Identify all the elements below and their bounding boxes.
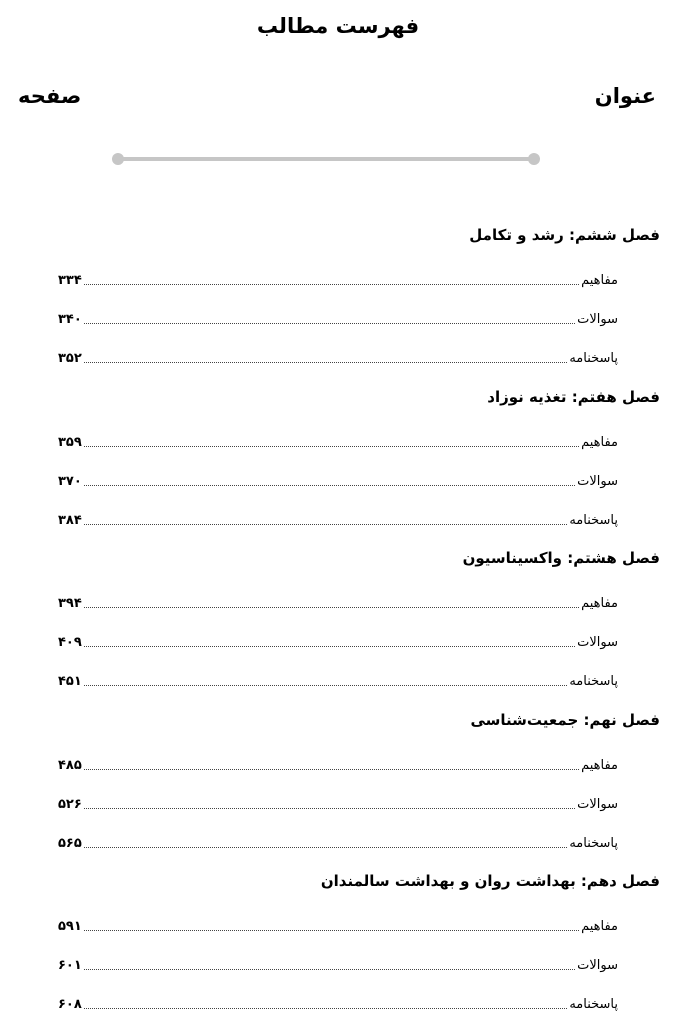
- page-number: ۵۶۵: [58, 835, 82, 851]
- column-page-heading: صفحه: [18, 84, 82, 108]
- page-number: ۳۳۴: [58, 273, 82, 288]
- toc-entry[interactable]: [58, 993, 618, 1013]
- chapter-6: [58, 220, 660, 382]
- page-number: ۳۵۲: [58, 351, 82, 366]
- toc-entry[interactable]: [58, 347, 618, 367]
- page-number: ۶۰۸: [58, 997, 82, 1012]
- entry-label: پاسخنامه: [569, 351, 618, 366]
- chapter-title[interactable]: فصل نهم: جمعیت‌شناسی: [470, 710, 660, 729]
- divider-left-dot: [112, 153, 124, 165]
- toc-entry[interactable]: [58, 670, 618, 690]
- chapter-8: [58, 543, 660, 705]
- entry-label: پاسخنامه: [569, 997, 618, 1012]
- toc-entry[interactable]: [58, 592, 618, 612]
- toc-entry[interactable]: [58, 269, 618, 289]
- page-number: ۳۹۴: [58, 596, 82, 611]
- dot-leader: [84, 930, 579, 931]
- entry-label: سوالات: [577, 635, 618, 650]
- page-number: ۵۹۱: [58, 919, 82, 934]
- table-of-contents: [58, 220, 660, 1028]
- entry-label: مفاهیم: [581, 919, 618, 934]
- chapter-7: [58, 382, 660, 544]
- dot-leader: [84, 1008, 568, 1009]
- chapter-title[interactable]: فصل هشتم: واکسیناسیون: [462, 549, 660, 567]
- page-number: ۴۸۵: [58, 757, 82, 773]
- page-number: ۳۴۰: [58, 312, 82, 327]
- toc-entry[interactable]: [58, 431, 618, 451]
- chapter-9: [58, 705, 660, 867]
- page-number: ۶۰۱: [58, 958, 82, 973]
- dot-leader: [84, 607, 579, 608]
- page-number: ۳۸۴: [58, 512, 82, 528]
- entry-label: پاسخنامه: [569, 835, 618, 851]
- dot-leader: [84, 446, 579, 447]
- page-number: ۳۵۹: [58, 434, 82, 450]
- entry-label: مفاهیم: [581, 434, 618, 450]
- column-title-heading: عنوان: [594, 84, 656, 108]
- toc-entry[interactable]: [58, 631, 618, 651]
- dot-leader: [84, 769, 579, 770]
- page-number: ۳۷۰: [58, 473, 82, 489]
- entry-label: سوالات: [577, 473, 618, 489]
- page-number: ۵۲۶: [58, 796, 82, 812]
- toc-entry[interactable]: [58, 509, 618, 529]
- toc-entry[interactable]: [58, 915, 618, 935]
- dot-leader: [84, 362, 568, 363]
- dot-leader: [84, 969, 575, 970]
- entry-label: مفاهیم: [581, 273, 618, 288]
- dot-leader: [84, 323, 575, 324]
- dot-leader: [84, 685, 568, 686]
- entry-label: سوالات: [577, 796, 618, 812]
- dot-leader: [84, 524, 568, 525]
- entry-label: مفاهیم: [581, 757, 618, 773]
- entry-label: پاسخنامه: [569, 512, 618, 528]
- dot-leader: [84, 808, 575, 809]
- entry-label: سوالات: [577, 312, 618, 327]
- chapter-title[interactable]: فصل هفتم: تغذیه نوزاد: [487, 387, 660, 406]
- dot-leader: [84, 485, 575, 486]
- page-number: ۴۵۱: [58, 674, 82, 689]
- toc-entry[interactable]: [58, 470, 618, 490]
- header-divider: [118, 157, 534, 161]
- chapter-title[interactable]: فصل ششم: رشد و تکامل: [469, 226, 660, 244]
- chapter-10: [58, 866, 660, 1028]
- toc-entry[interactable]: [58, 754, 618, 774]
- dot-leader: [84, 284, 579, 285]
- toc-entry[interactable]: [58, 308, 618, 328]
- dot-leader: [84, 847, 568, 848]
- toc-entry[interactable]: [58, 954, 618, 974]
- toc-entry[interactable]: [58, 793, 618, 813]
- entry-label: پاسخنامه: [569, 674, 618, 689]
- dot-leader: [84, 646, 575, 647]
- toc-entry[interactable]: [58, 832, 618, 852]
- chapter-title[interactable]: فصل دهم: بهداشت روان و بهداشت سالمندان: [320, 872, 660, 890]
- page-title: فهرست مطالب: [256, 14, 420, 38]
- divider-right-dot: [528, 153, 540, 165]
- entry-label: سوالات: [577, 958, 618, 973]
- entry-label: مفاهیم: [581, 596, 618, 611]
- page-number: ۴۰۹: [58, 635, 82, 650]
